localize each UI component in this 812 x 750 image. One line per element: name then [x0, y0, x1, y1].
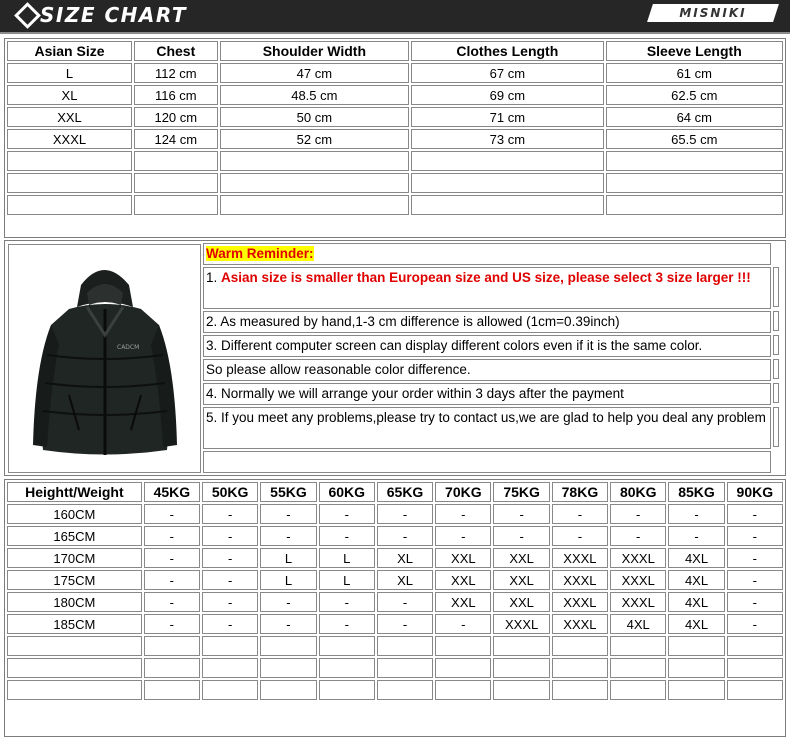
table-cell: - [377, 504, 433, 524]
table-cell: XXL [435, 548, 491, 568]
table-row [7, 680, 783, 700]
reminder-item-4-text: 4. Normally we will arrange your order within 3 days after the payment [206, 386, 624, 401]
table-cell: 160CM [7, 504, 142, 524]
table-cell: 170CM [7, 548, 142, 568]
table-cell [606, 151, 783, 171]
column-header: 70KG [435, 482, 491, 502]
reminder-item-2 [203, 311, 771, 333]
table-cell: XXL [435, 592, 491, 612]
column-header: Chest [134, 41, 218, 61]
reminder-empty-row [203, 451, 771, 473]
table-cell: - [610, 504, 666, 524]
table-row [7, 658, 783, 678]
table-cell: 69 cm [411, 85, 604, 105]
table-cell: XXXL [610, 548, 666, 568]
column-header: 55KG [260, 482, 316, 502]
table-cell: - [377, 614, 433, 634]
column-header: Asian Size [7, 41, 132, 61]
table-cell: XXXL [552, 570, 608, 590]
table-cell [435, 680, 491, 700]
table-cell [727, 680, 783, 700]
reminder-item-3-text: 3. Different computer screen can display different colors even if it is the same color. [206, 338, 703, 353]
table-cell: - [144, 504, 200, 524]
reminder-item-5-text: 5. If you meet any problems,please try to contact us,we are glad to help you deal any problem [206, 410, 766, 425]
row-stub [773, 407, 779, 447]
column-header: 65KG [377, 482, 433, 502]
table-cell: XXXL [610, 570, 666, 590]
table-cell: XL [377, 570, 433, 590]
column-header: 60KG [319, 482, 375, 502]
column-header: 75KG [493, 482, 549, 502]
hw-table-header-row [7, 482, 783, 502]
table-cell: - [202, 548, 258, 568]
table-cell: - [493, 504, 549, 524]
table-cell [260, 658, 316, 678]
header-bar [0, 0, 790, 32]
reminder-item-3b-text: So please allow reasonable color difference. [206, 362, 471, 377]
row-stub [773, 267, 779, 307]
table-cell [552, 636, 608, 656]
reminder-item-3b [203, 359, 771, 381]
reminder-title-row [203, 243, 771, 265]
column-header: Clothes Length [411, 41, 604, 61]
table-cell: 71 cm [411, 107, 604, 127]
table-cell: 67 cm [411, 63, 604, 83]
reminder-item-1-number: 1. [206, 270, 222, 285]
table-cell [202, 636, 258, 656]
table-row [7, 592, 783, 612]
table-cell: XXL [493, 548, 549, 568]
table-cell [552, 680, 608, 700]
table-cell: - [144, 614, 200, 634]
table-cell [134, 151, 218, 171]
brand-badge [647, 4, 779, 22]
table-cell: 165CM [7, 526, 142, 546]
table-cell: - [144, 570, 200, 590]
column-header: Shoulder Width [220, 41, 409, 61]
table-cell: - [319, 504, 375, 524]
table-cell [260, 680, 316, 700]
table-cell: 4XL [668, 570, 724, 590]
table-cell: L [260, 548, 316, 568]
table-cell: 180CM [7, 592, 142, 612]
table-cell: XXXL [610, 592, 666, 612]
table-cell: - [319, 592, 375, 612]
table-cell [377, 636, 433, 656]
table-cell: XXXL [493, 614, 549, 634]
table-cell: - [552, 526, 608, 546]
height-weight-table-block [4, 479, 786, 737]
table-cell [606, 173, 783, 193]
table-cell [377, 658, 433, 678]
table-cell [435, 636, 491, 656]
table-cell: 62.5 cm [606, 85, 783, 105]
table-cell: - [260, 504, 316, 524]
table-cell: - [144, 526, 200, 546]
table-row [7, 636, 783, 656]
table-cell [202, 658, 258, 678]
table-cell: - [727, 570, 783, 590]
jacket-chest-label: CADCM [117, 344, 140, 351]
table-cell: - [202, 614, 258, 634]
table-cell [144, 658, 200, 678]
table-cell: XXL [7, 107, 132, 127]
table-row [7, 63, 783, 83]
table-cell: 47 cm [220, 63, 409, 83]
table-cell: - [493, 526, 549, 546]
reminder-list [203, 243, 783, 475]
table-cell: - [727, 526, 783, 546]
table-cell: 112 cm [134, 63, 218, 83]
size-table [5, 39, 785, 217]
table-cell: XXL [493, 592, 549, 612]
table-cell: XXXL [552, 614, 608, 634]
table-row [7, 195, 783, 215]
table-cell: - [727, 504, 783, 524]
table-cell [202, 680, 258, 700]
reminder-item-3 [203, 335, 771, 357]
reminder-item-1 [203, 267, 771, 309]
table-cell: XXL [435, 570, 491, 590]
diamond-icon [14, 2, 41, 29]
table-cell [610, 658, 666, 678]
table-cell: 64 cm [606, 107, 783, 127]
table-cell [377, 680, 433, 700]
table-cell: - [202, 570, 258, 590]
table-cell: - [202, 592, 258, 612]
table-cell: - [202, 504, 258, 524]
table-cell: - [727, 548, 783, 568]
column-header: 50KG [202, 482, 258, 502]
table-cell [319, 658, 375, 678]
table-row [7, 129, 783, 149]
table-cell [668, 658, 724, 678]
column-header: Heightt/Weight [7, 482, 142, 502]
table-cell: L [7, 63, 132, 83]
table-cell [727, 636, 783, 656]
table-cell: - [144, 548, 200, 568]
brand-label: MISNIKI [679, 6, 747, 20]
table-cell [144, 680, 200, 700]
table-cell: 116 cm [134, 85, 218, 105]
table-cell: - [319, 614, 375, 634]
table-cell: L [319, 570, 375, 590]
column-header: 80KG [610, 482, 666, 502]
table-cell [411, 151, 604, 171]
table-cell [668, 680, 724, 700]
table-cell [319, 636, 375, 656]
table-cell: XL [7, 85, 132, 105]
table-cell [435, 658, 491, 678]
table-cell: - [260, 592, 316, 612]
table-cell: 120 cm [134, 107, 218, 127]
table-cell: - [260, 614, 316, 634]
table-cell [493, 658, 549, 678]
column-header: Sleeve Length [606, 41, 783, 61]
table-cell: - [435, 526, 491, 546]
table-cell: 73 cm [411, 129, 604, 149]
table-cell [220, 195, 409, 215]
row-stub [773, 383, 779, 403]
table-cell: - [435, 504, 491, 524]
table-cell [260, 636, 316, 656]
table-cell [220, 173, 409, 193]
table-cell [144, 636, 200, 656]
table-cell [134, 173, 218, 193]
size-table-header-row [7, 41, 783, 61]
table-cell [668, 636, 724, 656]
table-cell: - [668, 526, 724, 546]
jacket-image [8, 244, 201, 473]
table-cell: L [260, 570, 316, 590]
jacket-icon [9, 245, 200, 472]
page-title: SIZE CHART [40, 3, 188, 27]
table-cell: 52 cm [220, 129, 409, 149]
table-cell [7, 173, 132, 193]
table-cell: L [319, 548, 375, 568]
table-cell: - [552, 504, 608, 524]
table-cell: 61 cm [606, 63, 783, 83]
table-row [7, 548, 783, 568]
table-cell: XXXL [552, 592, 608, 612]
table-row [7, 85, 783, 105]
table-cell [610, 680, 666, 700]
table-cell: XXXL [552, 548, 608, 568]
table-row [7, 526, 783, 546]
table-cell [7, 680, 142, 700]
table-cell: 65.5 cm [606, 129, 783, 149]
table-row [7, 173, 783, 193]
table-cell [7, 636, 142, 656]
table-cell [220, 151, 409, 171]
table-cell [552, 658, 608, 678]
table-cell: 4XL [610, 614, 666, 634]
table-row [7, 614, 783, 634]
reminder-item-1-text: Asian size is smaller than European size and US size, please select 3 size larger !!! [221, 270, 751, 285]
table-row [7, 504, 783, 524]
reminder-item-2-text: 2. As measured by hand,1-3 cm difference is allowed (1cm=0.39inch) [206, 314, 620, 329]
table-cell [7, 195, 132, 215]
table-cell [411, 195, 604, 215]
table-cell: - [727, 614, 783, 634]
table-cell: - [377, 526, 433, 546]
row-stub [773, 335, 779, 355]
reminder-block [4, 240, 786, 476]
reminder-title: Warm Reminder: [206, 246, 314, 261]
table-cell: - [377, 592, 433, 612]
table-cell [7, 151, 132, 171]
table-cell [7, 658, 142, 678]
table-row [7, 570, 783, 590]
table-cell [493, 680, 549, 700]
table-cell: 4XL [668, 548, 724, 568]
table-cell [727, 658, 783, 678]
table-cell [319, 680, 375, 700]
column-header: 78KG [552, 482, 608, 502]
table-cell: XXL [493, 570, 549, 590]
table-cell: 124 cm [134, 129, 218, 149]
table-cell [411, 173, 604, 193]
size-table-block [4, 38, 786, 238]
table-cell: XXXL [7, 129, 132, 149]
row-stub [773, 359, 779, 379]
table-cell: - [202, 526, 258, 546]
height-weight-table [5, 480, 785, 702]
table-cell: 48.5 cm [220, 85, 409, 105]
reminder-item-5 [203, 407, 771, 449]
table-cell: - [610, 526, 666, 546]
table-cell: - [727, 592, 783, 612]
table-cell: 4XL [668, 592, 724, 612]
table-cell: - [319, 526, 375, 546]
table-cell: - [144, 592, 200, 612]
table-cell [493, 636, 549, 656]
table-cell [610, 636, 666, 656]
table-cell: 4XL [668, 614, 724, 634]
column-header: 85KG [668, 482, 724, 502]
table-cell: 175CM [7, 570, 142, 590]
header-divider [0, 32, 790, 34]
table-cell [606, 195, 783, 215]
table-cell: - [260, 526, 316, 546]
column-header: 90KG [727, 482, 783, 502]
table-cell: XL [377, 548, 433, 568]
table-cell: - [668, 504, 724, 524]
table-row [7, 107, 783, 127]
row-stub [773, 311, 779, 331]
table-cell: 50 cm [220, 107, 409, 127]
table-cell: 185CM [7, 614, 142, 634]
column-header: 45KG [144, 482, 200, 502]
table-cell: - [435, 614, 491, 634]
table-cell [134, 195, 218, 215]
reminder-item-4 [203, 383, 771, 405]
table-row [7, 151, 783, 171]
